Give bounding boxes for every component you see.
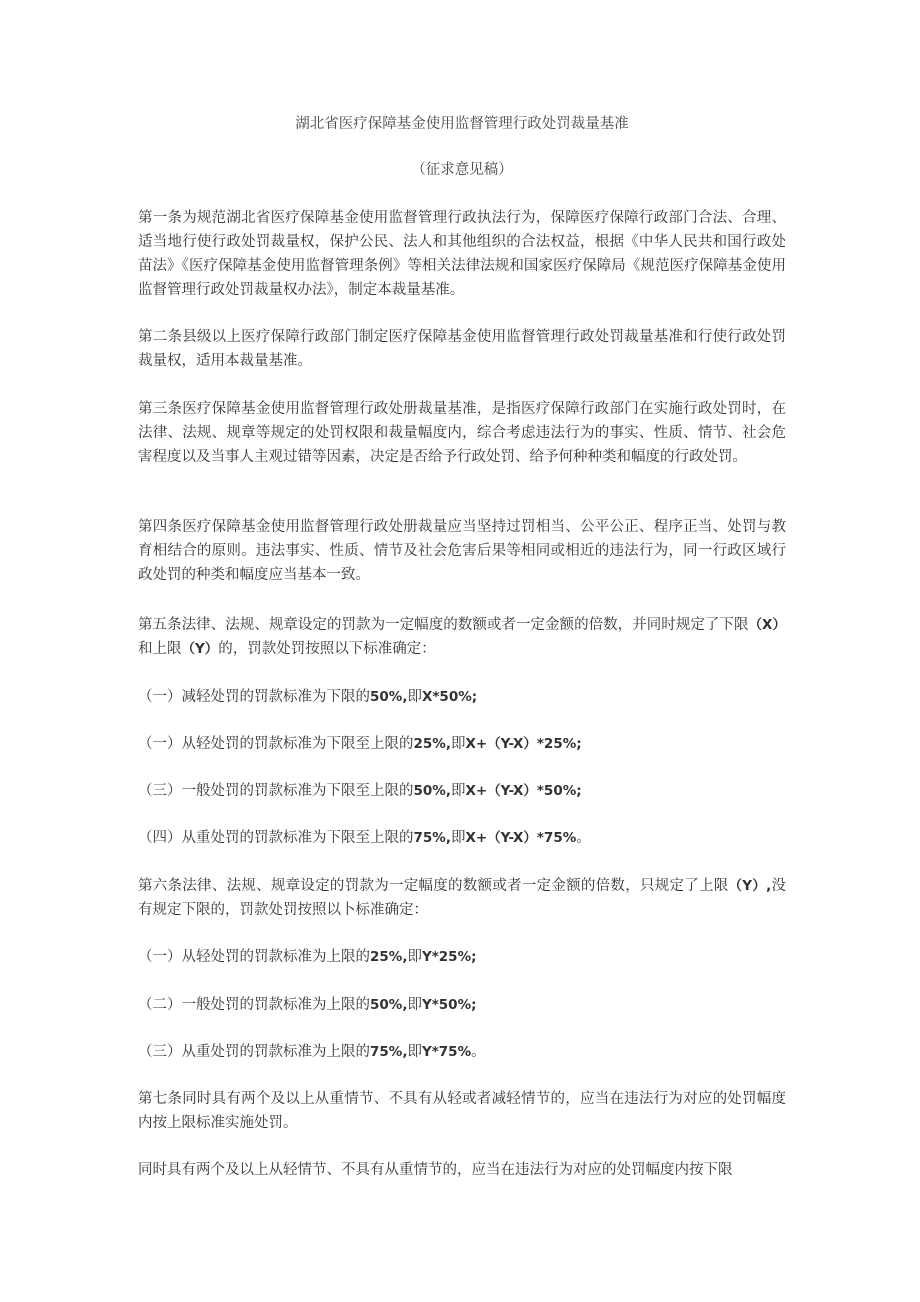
- item-label: （一）从轻处罚的罚款标准为下限至上限的: [138, 736, 414, 752]
- item-label: （二）一般处罚的罚款标准为上限的: [138, 997, 370, 1013]
- item-label: （三）一般处罚的罚款标准为下限至上限的: [138, 783, 414, 799]
- article-5-item-4: [138, 826, 786, 850]
- item-formula: Y*50%;: [421, 997, 477, 1013]
- item-connector: 即: [450, 783, 466, 799]
- article-7-continuation: 同时具有两个及以上从轻情节、不具有从重情节的，应当在违法行为对应的处罚幅度内按下限: [138, 1162, 733, 1178]
- item-connector: 即: [407, 689, 422, 705]
- item-percent: 75%,: [413, 830, 451, 846]
- item-percent: 75%,: [370, 1044, 408, 1060]
- article-5-lower-limit: （X）: [748, 617, 786, 633]
- article-5-upper-limit: （Y）: [181, 641, 219, 657]
- article-6-item-3: [138, 1040, 786, 1064]
- document-subtitle: （征求意见稿）: [411, 162, 513, 178]
- item-label: （三）从重处罚的罚款标准为上限的: [138, 1044, 370, 1060]
- item-connector: 即: [407, 1044, 422, 1060]
- article-5-text-b: 和上限: [138, 641, 182, 657]
- item-label: （四）从重处罚的罚款标准为下限至上限的: [138, 830, 414, 846]
- item-connector: 即: [407, 949, 422, 965]
- item-percent: 50%,: [370, 689, 408, 705]
- item-formula: X+（Y-X）*50%;: [465, 783, 582, 799]
- item-end: 。: [471, 1044, 486, 1060]
- item-percent: 50%,: [413, 783, 451, 799]
- article-3: 第三条医疗保障基金使用监督管理行政处册裁量基准，是指医疗保障行政部门在实施行政处罚时，在法律、法规、规章等规定的处罚权限和裁量幅度内，综合考虑违法行为的事实、性质、情节、社会危害程度以及当事人主观过错等因素，决定是否给予行政处罚、给予何种种类和幅度的行政处罚。: [138, 401, 786, 465]
- article-7: 第七条同时具有两个及以上从重情节、不具有从轻或者减轻情节的，应当在违法行为对应的处罚幅度内按上限标准实施处罚。: [138, 1091, 786, 1131]
- item-connector: 即: [450, 736, 466, 752]
- item-end: 。: [576, 830, 591, 846]
- article-6-text-a: 第六条法律、法规、规章设定的罚款为一定幅度的数额或者一定金额的倍数，只规定了上限: [138, 878, 729, 894]
- item-percent: 50%,: [370, 997, 408, 1013]
- item-percent: 25%,: [413, 736, 451, 752]
- article-5-text-a: 第五条法律、法规、规章设定的罚款为一定幅度的数额或者一定金额的倍数，并同时规定了下限: [138, 617, 749, 633]
- item-formula: X+（Y-X）*25%;: [465, 736, 582, 752]
- item-percent: 25%,: [370, 949, 408, 965]
- article-5-item-2: [138, 732, 786, 756]
- article-5-item-1: [138, 685, 786, 709]
- item-connector: 即: [407, 997, 422, 1013]
- article-6-item-1: [138, 945, 786, 969]
- article-4: 第四条医疗保障基金使用监督管理行政处册裁量应当坚持过罚相当、公平公正、程序正当、处罚与教育相结合的原则。违法事实、性质、情节及社会危害后果等相同或相近的违法行为，同一行政区域行政处罚的种类和幅度应当基本一致。: [138, 519, 786, 583]
- article-6-text-b: 没有规定下限的，罚款处罚按照以卜标准确定：: [138, 878, 787, 918]
- item-formula: X+（Y-X）*75%: [465, 830, 577, 846]
- item-connector: 即: [450, 830, 466, 846]
- article-1: 第一条为规范湖北省医疗保障基金使用监督管理行政执法行为，保障医疗保障行政部门合法、合理、适当地行使行政处罚裁量权，保护公民、法人和其他组织的合法权益，根据《中华人民共和国行政处苗法》《医疗保障基金使用监督管理条例》等相关法律法规和国家医疗保障局《规范医疗保障基金使用监督管理行政处罚裁量权办法》，制定本裁量基准。: [138, 210, 786, 298]
- article-2: 第二条县级以上医疗保障行政部门制定医疗保障基金使用监督管理行政处罚裁量基准和行使行政处罚裁量权，适用本裁量基准。: [138, 329, 786, 369]
- item-formula: X*50%;: [421, 689, 478, 705]
- article-6: [138, 874, 786, 922]
- article-5-text-c: 的，罚款处罚按照以下标准确定：: [218, 641, 436, 657]
- item-formula: Y*75%: [421, 1044, 472, 1060]
- item-label: （一）从轻处罚的罚款标准为上限的: [138, 949, 370, 965]
- item-label: （一）减轻处罚的罚款标准为下限的: [138, 689, 370, 705]
- article-5: [138, 613, 786, 661]
- article-6-upper-limit: （Y）,: [728, 878, 772, 894]
- article-5-item-3: [138, 779, 786, 803]
- item-formula: Y*25%;: [421, 949, 477, 965]
- document-title: 湖北省医疗保障基金使用监督管理行政处罚裁量基准: [295, 116, 629, 132]
- article-6-item-2: [138, 993, 786, 1017]
